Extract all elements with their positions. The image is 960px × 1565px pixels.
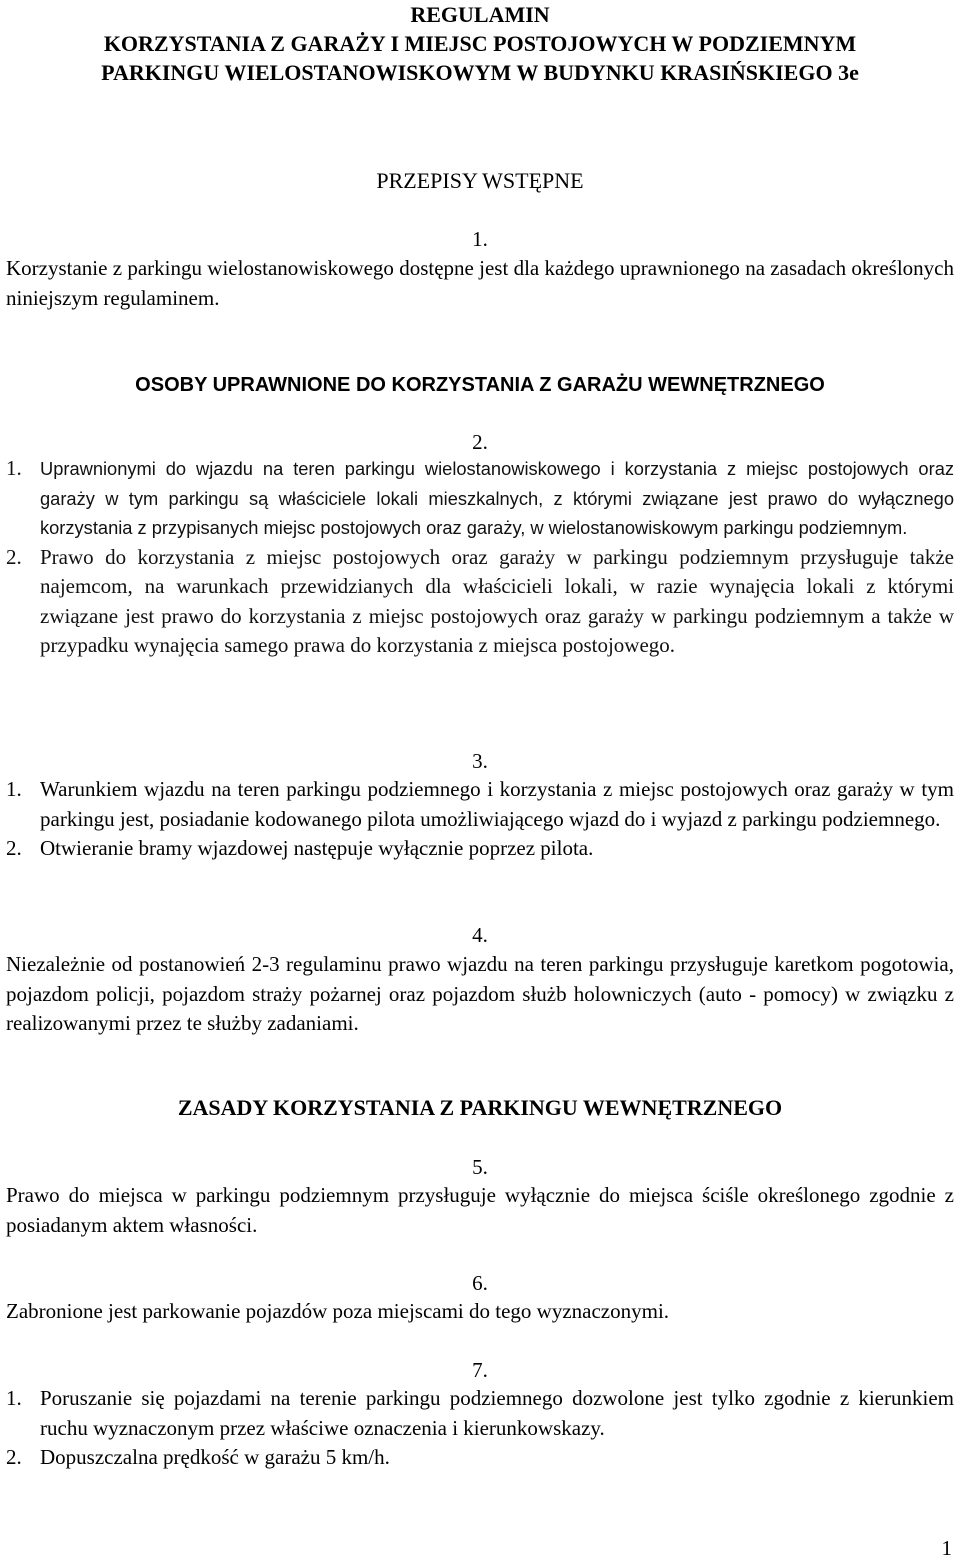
section-label-3: 3. bbox=[472, 749, 488, 773]
list-item bbox=[6, 1384, 954, 1443]
list-item bbox=[6, 454, 954, 543]
section-3-list bbox=[6, 775, 954, 864]
title-line-3: PARKINGU WIELOSTANOWISKOWYM W BUDYNKU KRASIŃSKIEGO 3e bbox=[101, 60, 859, 85]
item-text: Uprawnionymi do wjazdu na teren parkingu wielostanowiskowego i korzystania z miejsc postojowych oraz garaży w tym parkingu są właściciele lokali mieszkalnych, z którymi związane jest prawo do wyłącznego korzystania z przypisanych miejsc postojowych oraz garaży, w wielostanowiskowym parkingu podziemnym. bbox=[40, 458, 954, 538]
section-5-text: Prawo do miejsca w parkingu podziemnym przysługuje wyłącznie do miejsca ściśle określonego zgodnie z posiadanym aktem własności. bbox=[6, 1183, 954, 1237]
item-number: 1. bbox=[6, 1386, 22, 1410]
item-text: Poruszanie się pojazdami na terenie parkingu podziemnego dozwolone jest tylko zgodnie z kierunkiem ruchu wyznaczonym przez właściwe oznaczenia i kierunkowskazy. bbox=[40, 1386, 954, 1440]
item-number: 1. bbox=[6, 777, 22, 801]
section-2-list bbox=[6, 454, 954, 661]
section-4-text: Niezależnie od postanowień 2-3 regulaminu prawo wjazdu na teren parkingu przysługuje karetkom pogotowia, pojazdom policji, pojazdom straży pożarnej oraz pojazdom służb holowniczych (auto - pomocy) w związku z realizowanymi przez te służby zadaniami. bbox=[6, 952, 954, 1035]
document-title bbox=[0, 0, 960, 87]
item-number: 1. bbox=[6, 456, 22, 480]
list-item bbox=[6, 543, 954, 661]
item-text: Warunkiem wjazdu na teren parkingu podziemnego i korzystania z miejsc postojowych oraz garaży w tym parkingu jest, posiadanie kodowanego pilota umożliwiającego wjazd do i wyjazd z parkingu podziemnego. bbox=[40, 777, 954, 831]
section-1-text: Korzystanie z parkingu wielostanowiskowego dostępne jest dla każdego uprawnionego na zasadach określonych niniejszym regulaminem. bbox=[6, 256, 954, 310]
section-6-text: Zabronione jest parkowanie pojazdów poza miejscami do tego wyznaczonymi. bbox=[6, 1299, 670, 1323]
title-line-2: KORZYSTANIA Z GARAŻY I MIEJSC POSTOJOWYCH W PODZIEMNYM bbox=[103, 31, 857, 56]
section-heading-osoby: OSOBY UPRAWNIONE DO KORZYSTANIA Z GARAŻU WEWNĘTRZNEGO bbox=[135, 374, 825, 396]
section-label-1: 1. bbox=[472, 227, 488, 251]
section-7-list bbox=[6, 1384, 954, 1473]
item-text: Otwieranie bramy wjazdowej następuje wyłącznie poprzez pilota. bbox=[40, 836, 594, 860]
section-label-6: 6. bbox=[472, 1271, 488, 1295]
section-label-2: 2. bbox=[472, 430, 488, 454]
list-item bbox=[6, 775, 954, 834]
item-text: Dopuszczalna prędkość w garażu 5 km/h. bbox=[40, 1445, 390, 1469]
section-label-7: 7. bbox=[472, 1358, 488, 1382]
item-number: 2. bbox=[6, 544, 22, 569]
list-item bbox=[6, 1443, 954, 1473]
section-label-4: 4. bbox=[472, 923, 488, 947]
item-number: 2. bbox=[6, 1445, 22, 1469]
section-heading-wstepne: PRZEPISY WSTĘPNE bbox=[376, 168, 584, 193]
section-heading-zasady: ZASADY KORZYSTANIA Z PARKINGU WEWNĘTRZNEGO bbox=[177, 1095, 783, 1120]
section-label-5: 5. bbox=[472, 1155, 488, 1179]
item-text: Prawo do korzystania z miejsc postojowych oraz garaży w parkingu podziemnym przysługuje także najemcom, na warunkach przewidzianych dla właścicieli lokali, w razie wynajęcia lokali z którymi związane jest prawo do korzystania z miejsc postojowych oraz garaży w parkingu podziemnym a także w przypadku wynajęcia samego prawa do korzystania z miejsca postojowego. bbox=[40, 544, 954, 657]
item-number: 2. bbox=[6, 836, 22, 860]
list-item bbox=[6, 834, 954, 864]
page-number: 1 bbox=[941, 1536, 952, 1560]
title-line-1: REGULAMIN bbox=[410, 2, 550, 27]
